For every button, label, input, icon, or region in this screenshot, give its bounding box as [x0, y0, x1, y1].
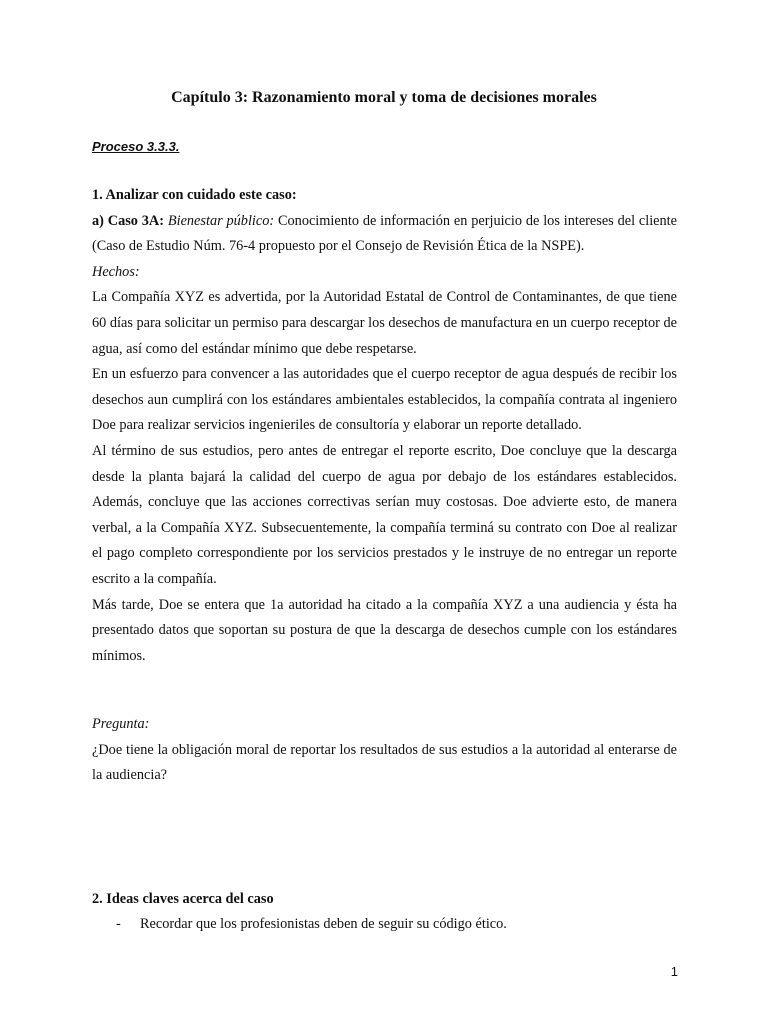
question-text: ¿Doe tiene la obligación moral de reportar los resultados de sus estudios a la autoridad al enterarse de la audiencia? — [92, 741, 677, 784]
case-description: Conocimiento de información en perjuicio de los intereses del cliente (Caso de Estudio Núm. 76-4 propuesto por el Consejo de Revisión Ética de la NSPE). — [92, 212, 677, 255]
case-topic: Bienestar público: — [167, 212, 275, 229]
paragraph-2: En un esfuerzo para convencer a las autoridades que el cuerpo receptor de agua después de recibir los desechos aun cumplirá con los estándares ambientales establecidos, la compañía contrata al ingeniero Doe para realizar servicios ingenieriles de consultoría y elaborar un reporte detallado. — [92, 366, 677, 434]
case-body — [92, 183, 677, 669]
paragraph-1: La Compañía XYZ es advertida, por la Autoridad Estatal de Control de Contaminantes, de que tiene 60 días para solicitar un permiso para descargar los desechos de manufactura en un cuerpo receptor de agua, así como del estándar mínimo que debe respetarse. — [92, 289, 677, 357]
chapter-title: Capítulo 3: Razonamiento moral y toma de decisiones morales — [171, 89, 597, 106]
section2-heading: 2. Ideas claves acerca del caso — [92, 891, 274, 907]
facts-label: Hechos: — [92, 263, 140, 280]
paragraph-4: Más tarde, Doe se entera que 1a autoridad ha citado a la compañía XYZ a una audiencia y ésta ha presentado datos que soportan su postura de que la descarga de desechos cumple con los estándares mínimos. — [92, 596, 677, 664]
section1-heading: 1. Analizar con cuidado este caso: — [92, 187, 297, 203]
paragraph-3: Al término de sus estudios, pero antes de entregar el reporte escrito, Doe concluye que la descarga desde la planta bajará la calidad del cuerpo de agua por debajo de los estándares establecidos. Además, concluye que las acciones correctivas serían muy costosas. Doe advierte esto, de manera verbal, a la Compañía XYZ. Subsecuentemente, la compañía terminá su contrato con Doe al realizar el pago completo correspondiente por los servicios prestados y le instruye de no entregar un reporte escrito a la compañía. — [92, 442, 677, 587]
question-label: Pregunta: — [92, 716, 150, 732]
case-intro — [92, 209, 677, 260]
page-number: 1 — [670, 964, 678, 979]
list-item — [116, 914, 507, 934]
process-label: Proceso 3.3.3. — [92, 139, 180, 154]
case-label: a) Caso 3A: — [92, 212, 165, 229]
question-section — [92, 712, 677, 789]
bullet-marker: - — [116, 916, 121, 932]
bullet-text: Recordar que los profesionistas deben de seguir su código ético. — [140, 916, 507, 932]
